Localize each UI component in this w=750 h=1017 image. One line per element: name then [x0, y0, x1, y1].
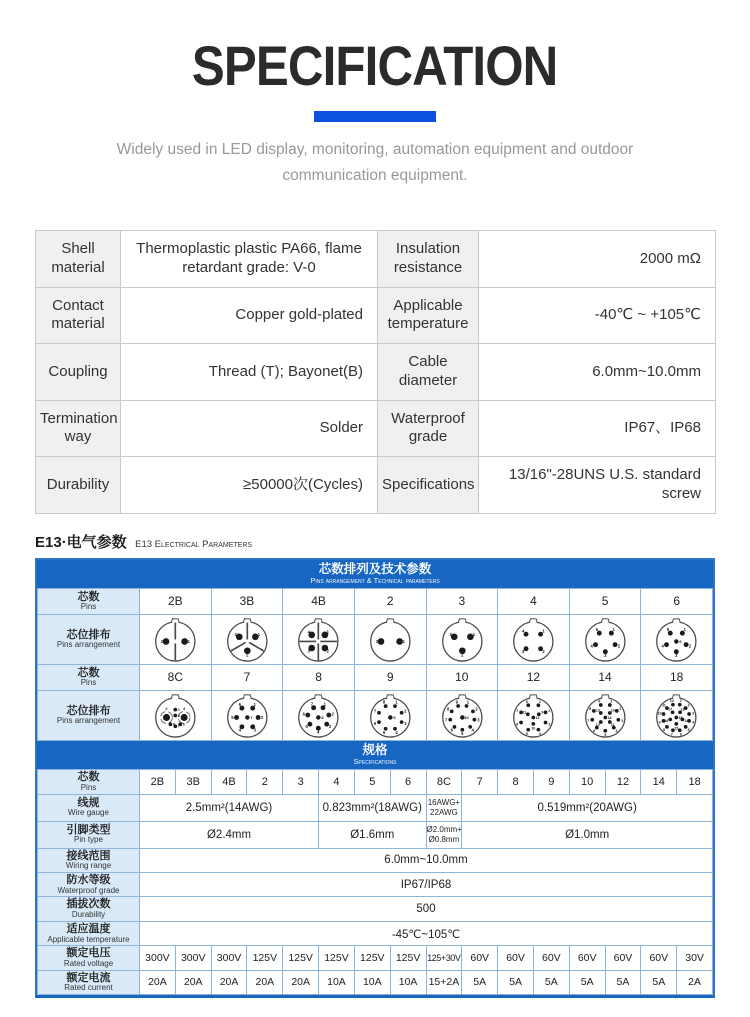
current-cell: 10A — [390, 970, 426, 994]
svg-text:4: 4 — [238, 727, 241, 733]
spec-label: Applicable temperature — [378, 287, 479, 344]
wire-gauge-value: 2.5mm²(14AWG) — [140, 794, 319, 821]
band-title-zh: 芯数排列及技术参数 — [318, 561, 432, 576]
waterproof-value: IP67/IP68 — [140, 873, 713, 897]
svg-text:11: 11 — [522, 710, 527, 715]
svg-text:2: 2 — [375, 638, 378, 644]
pins-count-cell: 4 — [498, 588, 570, 614]
svg-text:5: 5 — [525, 731, 528, 736]
pins-row-label: 芯数 Pins — [38, 588, 140, 614]
spec-label: Waterproof grade — [378, 400, 479, 457]
connector-2B-diagram — [140, 614, 212, 664]
connector-14-diagram — [569, 690, 641, 740]
svg-text:2: 2 — [326, 648, 330, 654]
pins-count-cell: 6 — [641, 588, 713, 614]
svg-text:4: 4 — [522, 628, 525, 634]
svg-text:2: 2 — [689, 643, 692, 649]
svg-text:7: 7 — [671, 732, 674, 737]
svg-text:7: 7 — [444, 717, 447, 723]
svg-text:4: 4 — [317, 729, 320, 735]
pins-count-cell: 4B — [211, 770, 247, 794]
svg-text:7: 7 — [310, 701, 314, 707]
svg-text:1: 1 — [684, 627, 687, 633]
spec-value: 2000 mΩ — [479, 231, 716, 288]
pins-count-cell: 2B — [140, 770, 176, 794]
pins-count-cell: 3 — [426, 588, 498, 614]
voltage-cell: 300V — [140, 946, 176, 970]
svg-text:1: 1 — [395, 699, 398, 705]
connector-6-diagram — [641, 614, 713, 664]
current-cell: 20A — [283, 970, 319, 994]
voltage-cell: 125V — [283, 946, 319, 970]
voltage-cell: 60V — [569, 946, 605, 970]
connector-5-diagram — [569, 614, 641, 664]
svg-text:2: 2 — [260, 714, 263, 720]
svg-text:18: 18 — [678, 715, 683, 720]
svg-text:12: 12 — [595, 723, 600, 728]
svg-text:12: 12 — [670, 698, 675, 703]
pins-header-row — [38, 770, 713, 794]
svg-text:2: 2 — [474, 706, 478, 712]
svg-text:1: 1 — [466, 699, 469, 705]
voltage-cell: 60V — [605, 946, 641, 970]
temperature-row — [38, 921, 713, 945]
current-cell: 5A — [641, 970, 677, 994]
pins-count-cell: 2 — [354, 588, 426, 614]
pins-count-cell: 3B — [211, 588, 283, 614]
band-title-en: Pins arrangement & Technical parameters — [310, 575, 440, 585]
svg-text:6: 6 — [679, 638, 682, 644]
svg-text:5: 5 — [604, 733, 607, 738]
svg-text:6: 6 — [592, 728, 595, 733]
spec-value: ≥50000次(Cycles) — [121, 457, 378, 514]
svg-text:2: 2 — [460, 652, 463, 658]
connector-3-diagram — [426, 614, 498, 664]
svg-text:1: 1 — [323, 701, 327, 707]
rated-voltage-label: 额定电压 Rated voltage — [38, 946, 140, 970]
current-cell: 20A — [247, 970, 283, 994]
spec-table — [35, 230, 716, 514]
pins-count-cell: 18 — [677, 770, 713, 794]
svg-text:3: 3 — [675, 653, 678, 659]
waterproof-label: 防水等级 Waterproof grade — [38, 873, 140, 897]
spec-label: Termination way — [36, 400, 121, 457]
pins-count-cell: 4B — [283, 588, 355, 614]
svg-text:3: 3 — [476, 717, 480, 723]
pins-arrangement-table — [37, 588, 713, 741]
svg-text:2: 2 — [619, 707, 622, 712]
durability-label: 插拔次数 Durability — [38, 897, 140, 921]
current-cell: 20A — [140, 970, 176, 994]
pins-count-cell: 3 — [283, 770, 319, 794]
pins-count-cell: 8 — [498, 770, 534, 794]
svg-text:1: 1 — [472, 631, 475, 637]
spec-row — [36, 231, 716, 288]
rated-current-label: 额定电流 Rated current — [38, 970, 140, 994]
temperature-value: -45℃~105℃ — [140, 921, 713, 945]
arrangement-band-header — [37, 560, 713, 588]
connector-7-diagram — [211, 690, 283, 740]
band-title-zh: 规格 — [362, 742, 388, 757]
voltage-cell: 125V — [319, 946, 355, 970]
pins-count-cell: 5 — [354, 770, 390, 794]
pins-count-cell: 7 — [462, 770, 498, 794]
svg-text:6: 6 — [302, 711, 306, 717]
current-cell: 5A — [533, 970, 569, 994]
svg-text:2: 2 — [687, 703, 690, 708]
pins-count-cell: 14 — [569, 664, 641, 690]
current-cell: 5A — [569, 970, 605, 994]
svg-text:13: 13 — [680, 707, 685, 712]
voltage-cell: 125+30V — [426, 946, 462, 970]
svg-text:8: 8 — [382, 699, 386, 705]
pins-count-cell: 8C — [426, 770, 462, 794]
e13-section-title — [35, 531, 715, 552]
pins-count-cell: 8 — [283, 664, 355, 690]
current-cell: 10A — [354, 970, 390, 994]
svg-text:6: 6 — [516, 722, 519, 727]
connector-4-diagram — [498, 614, 570, 664]
title-underline-bar — [314, 111, 436, 122]
svg-text:4: 4 — [183, 705, 186, 711]
svg-text:1: 1 — [177, 707, 180, 712]
svg-text:10: 10 — [463, 714, 469, 720]
svg-text:2: 2 — [331, 711, 335, 717]
svg-text:7: 7 — [373, 708, 377, 714]
svg-text:1: 1 — [402, 638, 405, 644]
spec-value: Copper gold-plated — [121, 287, 378, 344]
svg-text:6: 6 — [680, 732, 683, 737]
e13-parameters-table — [35, 558, 715, 999]
svg-text:8: 8 — [663, 727, 666, 732]
svg-text:5: 5 — [230, 714, 234, 720]
pins-count-cell: 9 — [533, 770, 569, 794]
svg-text:4: 4 — [692, 720, 695, 725]
svg-text:6: 6 — [450, 727, 453, 733]
voltage-cell: 300V — [211, 946, 247, 970]
pin-type-label: 引脚类型 Pin type — [38, 821, 140, 848]
waterproof-row — [38, 873, 713, 897]
svg-text:3: 3 — [449, 631, 452, 637]
pins-row-label: 芯数 Pins — [38, 664, 140, 690]
pin-type-value: Ø2.0mm+ Ø0.8mm — [426, 821, 462, 848]
svg-text:7: 7 — [516, 709, 519, 714]
e13-title-en: E13 Electrical Parameters — [135, 538, 253, 550]
svg-text:14: 14 — [607, 715, 612, 720]
arrangement-row-label: 芯位排布 Pins arrangement — [38, 614, 140, 664]
svg-text:17: 17 — [668, 707, 673, 712]
voltage-cell: 125V — [390, 946, 426, 970]
current-cell: 5A — [462, 970, 498, 994]
current-cell: 5A — [498, 970, 534, 994]
spec-label: Shell material — [36, 231, 121, 288]
specifications-band-header — [37, 741, 713, 769]
wire-gauge-value: 16AWG+ 22AWG — [426, 794, 462, 821]
svg-text:1: 1 — [542, 628, 545, 634]
connector-18-diagram — [641, 690, 713, 740]
svg-text:5: 5 — [667, 627, 670, 633]
pins-arrangement-row — [38, 614, 713, 664]
wiring-range-row — [38, 848, 713, 872]
pin-type-value: Ø2.4mm — [140, 821, 319, 848]
voltage-cell: 300V — [175, 946, 211, 970]
spec-value: Solder — [121, 400, 378, 457]
spec-value: Thermoplastic plastic PA66, flame retardant grade: V-0 — [121, 231, 378, 288]
connector-9-diagram — [354, 690, 426, 740]
svg-text:5: 5 — [305, 723, 309, 729]
svg-text:1: 1 — [253, 701, 256, 707]
wiring-range-label: 接线范围 Wiring range — [38, 848, 140, 872]
spec-value: 13/16"-28UNS U.S. standard screw — [479, 457, 716, 514]
pins-count-cell: 2 — [247, 770, 283, 794]
svg-text:3: 3 — [621, 718, 624, 723]
spec-value: -40℃ ~ +105℃ — [479, 287, 716, 344]
svg-text:8: 8 — [589, 707, 592, 712]
pins-count-cell: 4 — [319, 770, 355, 794]
connector-3B-diagram — [211, 614, 283, 664]
voltage-cell: 60V — [641, 946, 677, 970]
pins-header-row — [38, 664, 713, 690]
wire-gauge-row — [38, 794, 713, 821]
svg-text:4: 4 — [661, 643, 665, 649]
svg-text:8: 8 — [172, 722, 175, 727]
voltage-cell: 30V — [677, 946, 713, 970]
pins-count-cell: 8C — [140, 664, 212, 690]
spec-value: IP67、IP68 — [479, 400, 716, 457]
pins-count-cell: 9 — [354, 664, 426, 690]
svg-text:1: 1 — [326, 629, 330, 635]
durability-value: 500 — [140, 897, 713, 921]
pin-type-row — [38, 821, 713, 848]
svg-text:9: 9 — [455, 699, 458, 705]
svg-text:5: 5 — [595, 627, 598, 633]
svg-text:7: 7 — [177, 724, 180, 729]
page-title: SPECIFICATION — [192, 34, 558, 97]
svg-text:9: 9 — [598, 699, 601, 704]
svg-text:9: 9 — [541, 710, 544, 715]
pins-count-cell: 10 — [569, 770, 605, 794]
pins-row-label: 芯数 Pins — [38, 770, 140, 794]
voltage-cell: 125V — [247, 946, 283, 970]
pins-count-cell: 10 — [426, 664, 498, 690]
spec-row — [36, 457, 716, 514]
svg-text:4: 4 — [539, 731, 542, 736]
wiring-range-value: 6.0mm~10.0mm — [140, 848, 713, 872]
pins-arrangement-row — [38, 690, 713, 740]
svg-text:3: 3 — [234, 631, 237, 637]
pins-count-cell: 18 — [641, 664, 713, 690]
svg-text:3: 3 — [548, 722, 551, 727]
temperature-label: 适应温度 Applicable temperature — [38, 921, 140, 945]
svg-text:2: 2 — [165, 705, 168, 711]
pins-count-cell: 2B — [140, 588, 212, 614]
svg-text:7: 7 — [250, 714, 253, 720]
rated-current-row — [38, 970, 713, 994]
spec-row — [36, 400, 716, 457]
svg-text:8: 8 — [446, 706, 449, 712]
svg-text:1: 1 — [187, 638, 190, 644]
page-subtitle: Widely used in LED display, monitoring, automation equipment and outdoor communication equipment. — [116, 141, 634, 184]
svg-text:9: 9 — [658, 720, 661, 725]
pin-type-value: Ø1.6mm — [319, 821, 426, 848]
svg-text:1: 1 — [680, 698, 683, 703]
spec-label: Specifications — [378, 457, 479, 514]
pins-count-cell: 12 — [605, 770, 641, 794]
svg-text:3: 3 — [522, 648, 525, 654]
svg-text:2: 2 — [542, 648, 545, 654]
svg-text:5: 5 — [177, 713, 180, 718]
svg-text:2: 2 — [160, 638, 164, 644]
svg-text:1: 1 — [257, 631, 260, 637]
pins-count-cell: 5 — [569, 588, 641, 614]
svg-text:8: 8 — [321, 714, 324, 720]
svg-text:3: 3 — [692, 711, 695, 716]
svg-text:6: 6 — [238, 701, 241, 707]
svg-text:16: 16 — [664, 718, 669, 723]
pins-count-cell: 7 — [211, 664, 283, 690]
svg-text:6: 6 — [373, 720, 377, 726]
svg-text:3: 3 — [404, 720, 407, 726]
current-cell: 20A — [175, 970, 211, 994]
svg-text:4: 4 — [395, 729, 398, 735]
spec-row — [36, 287, 716, 344]
rated-voltage-row — [38, 946, 713, 970]
wire-gauge-value: 0.823mm²(18AWG) — [319, 794, 426, 821]
connector-4B-diagram — [283, 614, 355, 664]
svg-text:1: 1 — [539, 699, 542, 704]
pins-count-cell: 3B — [175, 770, 211, 794]
wire-gauge-value: 0.519mm²(20AWG) — [462, 794, 713, 821]
svg-text:4: 4 — [307, 629, 311, 635]
svg-text:3: 3 — [253, 727, 256, 733]
svg-text:15: 15 — [674, 726, 679, 731]
spec-value: Thread (T); Bayonet(B) — [121, 344, 378, 401]
svg-text:3: 3 — [603, 653, 607, 659]
voltage-cell: 60V — [498, 946, 534, 970]
svg-text:10: 10 — [531, 726, 536, 731]
svg-text:11: 11 — [662, 703, 667, 708]
voltage-cell: 125V — [354, 946, 390, 970]
svg-text:5: 5 — [687, 727, 690, 732]
svg-text:11: 11 — [610, 723, 615, 728]
svg-text:2: 2 — [617, 643, 620, 649]
spec-label: Durability — [36, 457, 121, 514]
connector-8C-diagram — [140, 690, 212, 740]
connector-10-diagram — [426, 690, 498, 740]
spec-label: Contact material — [36, 287, 121, 344]
spec-row — [36, 344, 716, 401]
svg-text:4: 4 — [615, 728, 618, 733]
svg-text:4: 4 — [471, 727, 474, 733]
connector-2-diagram — [354, 614, 426, 664]
connector-8-diagram — [283, 690, 355, 740]
svg-text:10: 10 — [610, 708, 615, 713]
pin-type-value: Ø1.0mm — [462, 821, 713, 848]
spec-label: Insulation resistance — [378, 231, 479, 288]
current-cell: 10A — [319, 970, 355, 994]
pins-header-row — [38, 588, 713, 614]
pins-count-cell: 6 — [390, 770, 426, 794]
svg-text:5: 5 — [382, 729, 386, 735]
svg-text:10: 10 — [657, 711, 662, 716]
svg-text:5: 5 — [460, 731, 463, 737]
voltage-cell: 60V — [533, 946, 569, 970]
current-cell: 20A — [211, 970, 247, 994]
pins-count-cell: 12 — [498, 664, 570, 690]
svg-text:3: 3 — [307, 648, 311, 654]
svg-text:2: 2 — [404, 708, 407, 714]
svg-text:4: 4 — [590, 643, 593, 649]
svg-text:1: 1 — [612, 627, 615, 633]
svg-text:3: 3 — [329, 723, 332, 729]
svg-text:1: 1 — [610, 699, 612, 704]
wire-gauge-label: 线规 Wire gauge — [38, 794, 140, 821]
spec-label: Coupling — [36, 344, 121, 401]
spec-value: 6.0mm~10.0mm — [479, 344, 716, 401]
svg-text:6: 6 — [182, 722, 185, 727]
svg-text:9: 9 — [393, 714, 396, 720]
svg-text:7: 7 — [586, 718, 589, 723]
band-title-en: Specifications — [353, 756, 397, 766]
pins-count-cell: 14 — [641, 770, 677, 794]
svg-text:12: 12 — [535, 715, 540, 720]
current-cell: 5A — [605, 970, 641, 994]
svg-text:14: 14 — [684, 718, 689, 723]
durability-row — [38, 897, 713, 921]
svg-text:8: 8 — [525, 699, 528, 704]
current-cell: 15+2A — [426, 970, 462, 994]
arrangement-row-label: 芯位排布 Pins arrangement — [38, 690, 140, 740]
svg-text:2: 2 — [548, 709, 551, 714]
e13-title-zh: E13·电气参数 — [35, 533, 127, 551]
svg-text:13: 13 — [595, 708, 600, 713]
svg-text:2: 2 — [245, 652, 249, 658]
connector-12-diagram — [498, 690, 570, 740]
current-cell: 2A — [677, 970, 713, 994]
voltage-cell: 60V — [462, 946, 498, 970]
specifications-table — [37, 769, 713, 995]
spec-label: Cable diameter — [378, 344, 479, 401]
